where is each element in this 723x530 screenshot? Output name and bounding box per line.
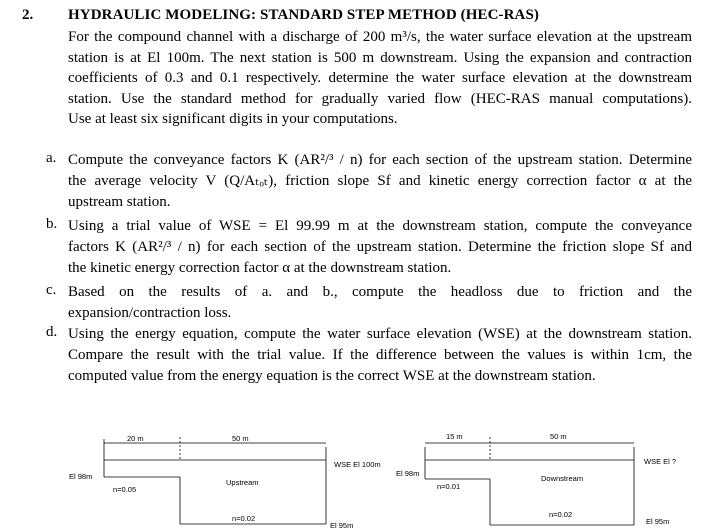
downstream-section bbox=[425, 437, 634, 525]
downstream-bottom-elev-label: El 95m bbox=[646, 517, 670, 526]
downstream-wse-label: WSE El ? bbox=[644, 457, 677, 466]
upstream-dim-left-label: 20 m bbox=[127, 434, 144, 443]
item-b-line-3: the kinetic energy correction factor α at the downstream station. bbox=[68, 260, 452, 277]
intro-line-2: station is at El 100m. The next station is 500 m downstream. Using the expansion and contraction bbox=[68, 49, 692, 66]
item-b-label: b. bbox=[46, 216, 58, 232]
item-a-line-3: upstream station. bbox=[68, 194, 171, 211]
intro-paragraph bbox=[68, 27, 692, 130]
item-d-line-1: Using the energy equation, compute the water surface elevation (WSE) at the downstream station. bbox=[68, 326, 692, 342]
intro-line-5: Use at least six significant digits in your computations. bbox=[68, 111, 398, 128]
item-a-line-2: the average velocity V (Q/Aₜₒₜ), friction slope Sf and kinetic energy correction factor α at the bbox=[68, 173, 692, 190]
item-d-label: d. bbox=[46, 324, 58, 340]
upstream-n-left-label: n=0.05 bbox=[113, 485, 137, 494]
question-number: 2. bbox=[22, 7, 34, 23]
downstream-n-main-label: n=0.02 bbox=[549, 510, 573, 519]
downstream-dim-left-label: 15 m bbox=[446, 432, 463, 441]
item-b-line-1: Using a trial value of WSE = El 99.99 m at the downstream station, compute the conveyance bbox=[68, 218, 692, 234]
intro-line-4: station. Use the standard method for gradually varied flow (HEC-RAS manual computations). bbox=[68, 90, 692, 107]
upstream-n-main-label: n=0.02 bbox=[232, 514, 256, 523]
intro-line-1: For the compound channel with a discharge of 200 m³/s, the water surface elevation at the upstream bbox=[68, 29, 692, 45]
downstream-n-left-label: n=0.01 bbox=[437, 482, 461, 491]
upstream-dim-right-label: 50 m bbox=[232, 434, 249, 443]
item-c-line-2: expansion/contraction loss. bbox=[68, 305, 232, 322]
item-c-label: c. bbox=[46, 282, 57, 298]
upstream-bottom-elev-label: El 95m bbox=[330, 521, 354, 530]
downstream-dim-right-label: 50 m bbox=[550, 432, 567, 441]
item-d-line-2: Compare the result with the trial value. If the difference between the values is within 1cm, the bbox=[68, 347, 692, 364]
downstream-section-label: Downstream bbox=[541, 474, 584, 483]
intro-line-3: coefficients of 0.3 and 0.1 respectively. determine the water surface elevation at the downstream bbox=[68, 70, 692, 87]
upstream-elev-left-label: El 98m bbox=[69, 472, 93, 481]
item-d-line-3: computed value from the energy equation is the correct WSE at the downstream station. bbox=[68, 368, 596, 385]
item-b-line-2: factors K (AR²/³ / n) for each section of the upstream station. Determine the friction slope Sf and bbox=[68, 239, 692, 256]
upstream-wse-label: WSE El 100m bbox=[334, 460, 381, 469]
question-title: HYDRAULIC MODELING: STANDARD STEP METHOD (HEC-RAS) bbox=[68, 7, 540, 23]
upstream-section bbox=[104, 437, 326, 524]
item-a-label: a. bbox=[46, 150, 57, 166]
upstream-section-label: Upstream bbox=[226, 478, 259, 487]
channel-sections-diagram bbox=[0, 425, 723, 530]
downstream-elev-left-label: El 98m bbox=[396, 469, 420, 478]
item-a-line-1: Compute the conveyance factors K (AR²/³ / n) for each section of the upstream station. Determine bbox=[68, 152, 692, 168]
item-c-line-1: Based on the results of a. and b., compute the headloss due to friction and the bbox=[68, 284, 692, 300]
